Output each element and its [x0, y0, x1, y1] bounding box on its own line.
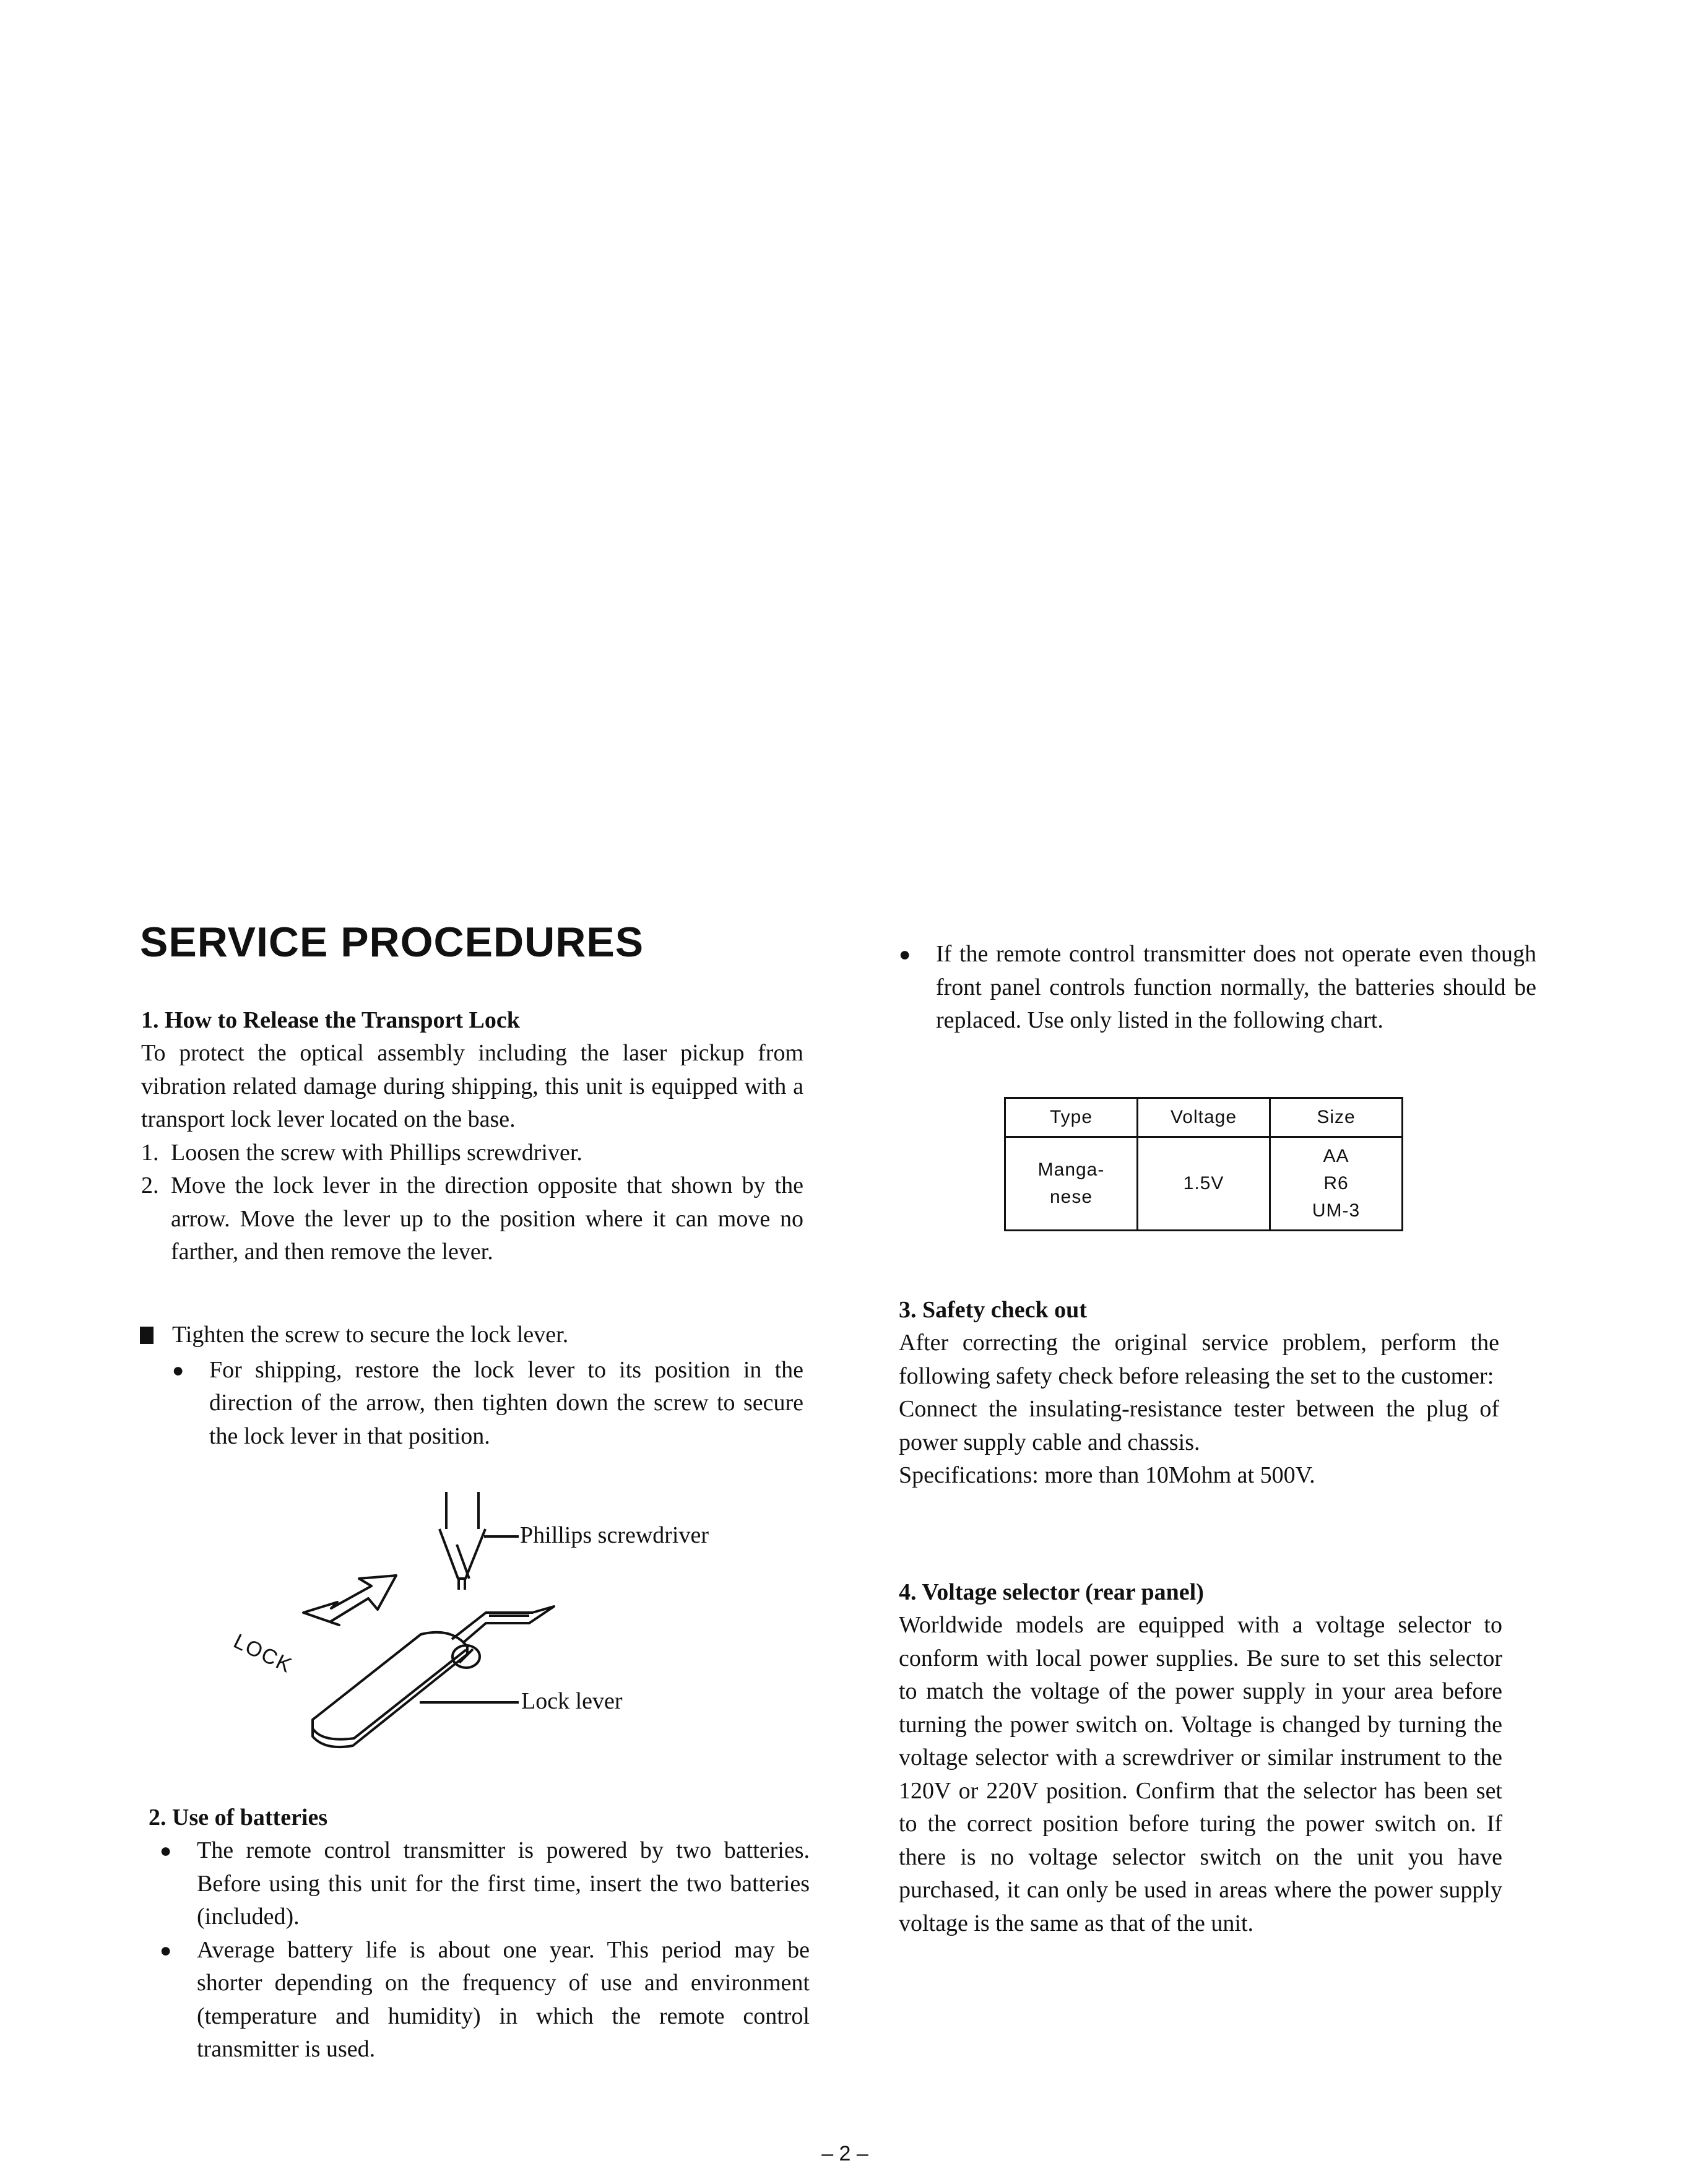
table-header-size: Size	[1270, 1098, 1403, 1137]
shipping-bullet-text: For shipping, restore the lock lever to its position in the direction of the arrow, then tighten down the screw to secure the lock lever in that position.	[209, 1356, 803, 1449]
step-2-number: 2.	[141, 1172, 159, 1198]
table-cell-voltage: 1.5V	[1138, 1137, 1270, 1231]
step-1-text: Loosen the screw with Phillips screwdriver.	[171, 1139, 582, 1166]
bullet-icon: ●	[172, 1358, 184, 1381]
bullet-icon: ●	[899, 943, 911, 965]
square-bullet-icon	[140, 1319, 172, 1354]
table-row	[1005, 1137, 1403, 1231]
tighten-note	[140, 1319, 803, 1453]
shipping-bullet	[140, 1354, 803, 1454]
batteries-bullet-1-text: The remote control transmitter is powered by two batteries. Before using this unit for the first time, insert the two batteries (included).	[197, 1837, 810, 1930]
size-line: AA	[1323, 1146, 1349, 1166]
safety-section	[899, 1294, 1499, 1493]
step-1	[141, 1137, 803, 1170]
bullet-icon: ●	[160, 1938, 172, 1961]
table-cell-type	[1005, 1137, 1138, 1231]
phillips-screwdriver-label: Phillips screwdriver	[520, 1522, 709, 1548]
batteries-section	[149, 1801, 810, 2066]
batteries-bullet-2-text: Average battery life is about one year. This period may be shorter depending on the frequency of use and environment (temperature and humidity) in which the remote control transmitter is used.	[197, 1936, 810, 2062]
lock-lever-label: Lock lever	[521, 1688, 623, 1714]
replace-bullet	[899, 938, 1536, 1038]
transport-lock-intro: To protect the optical assembly including the laser pickup from vibration related damage during shipping, this unit is equipped with a transport lock lever located on the base.	[141, 1040, 803, 1132]
batteries-heading: 2. Use of batteries	[149, 1805, 328, 1831]
battery-replacement-note	[899, 938, 1536, 1038]
table-cell-size	[1270, 1137, 1403, 1231]
table-header-voltage: Voltage	[1138, 1098, 1270, 1137]
square-note-text: Tighten the screw to secure the lock lever.	[172, 1322, 569, 1348]
square-note	[140, 1319, 803, 1354]
batteries-bullet-1	[149, 1834, 810, 1934]
transport-lock-section	[141, 1004, 803, 1269]
lock-direction-label: LOCK	[230, 1629, 296, 1678]
batteries-bullet-2	[149, 1934, 810, 2066]
lock-lever-icon	[313, 1606, 554, 1747]
replace-bullet-text: If the remote control transmitter does not operate even though front panel controls function normally, the batteries should be replaced. Use only listed in the following chart.	[936, 941, 1536, 1033]
page-number: – 2 –	[821, 2142, 868, 2165]
bullet-icon: ●	[160, 1839, 172, 1861]
table-header-type: Type	[1005, 1098, 1138, 1137]
step-2	[141, 1169, 803, 1269]
type-line: nese	[1049, 1187, 1093, 1207]
voltage-heading: 4. Voltage selector (rear panel)	[899, 1579, 1204, 1605]
page-title: SERVICE PROCEDURES	[140, 919, 644, 966]
safety-para-3: Specifications: more than 10Mohm at 500V.	[899, 1462, 1315, 1488]
step-2-text: Move the lock lever in the direction opposite that shown by the arrow. Move the lever up to the position where it can move no farther, and then remove the lever.	[171, 1172, 803, 1265]
battery-table	[1004, 1097, 1403, 1231]
safety-heading: 3. Safety check out	[899, 1297, 1087, 1323]
safety-para-2: Connect the insulating-resistance tester between the plug of power supply cable and chassis.	[899, 1396, 1499, 1455]
step-1-number: 1.	[141, 1139, 159, 1166]
table-header-row	[1005, 1098, 1403, 1137]
transport-lock-heading: 1. How to Release the Transport Lock	[141, 1007, 520, 1033]
size-line: UM-3	[1312, 1200, 1361, 1221]
voltage-selector-section	[899, 1576, 1502, 1940]
lock-arrow-icon	[303, 1575, 396, 1625]
safety-para-1: After correcting the original service problem, perform the following safety check before releasing the set to the customer:	[899, 1330, 1499, 1389]
type-line: Manga-	[1037, 1159, 1105, 1180]
screwdriver-icon	[439, 1492, 485, 1590]
lock-lever-figure	[223, 1486, 780, 1795]
voltage-body: Worldwide models are equipped with a voltage selector to conform with local power supplies. Be sure to set this selector to match the voltage of the power supply in your area before turning the power switch on. Voltage is changed by turning the voltage selector with a screwdriver or similar instrument to the 120V or 220V position. Confirm that the selector has been set to the correct position before turing the power switch on. If there is no voltage selector switch on the unit you have purchased, it can only be used in areas where the power supply voltage is the same as that of the unit.	[899, 1612, 1502, 1936]
size-line: R6	[1323, 1173, 1349, 1194]
